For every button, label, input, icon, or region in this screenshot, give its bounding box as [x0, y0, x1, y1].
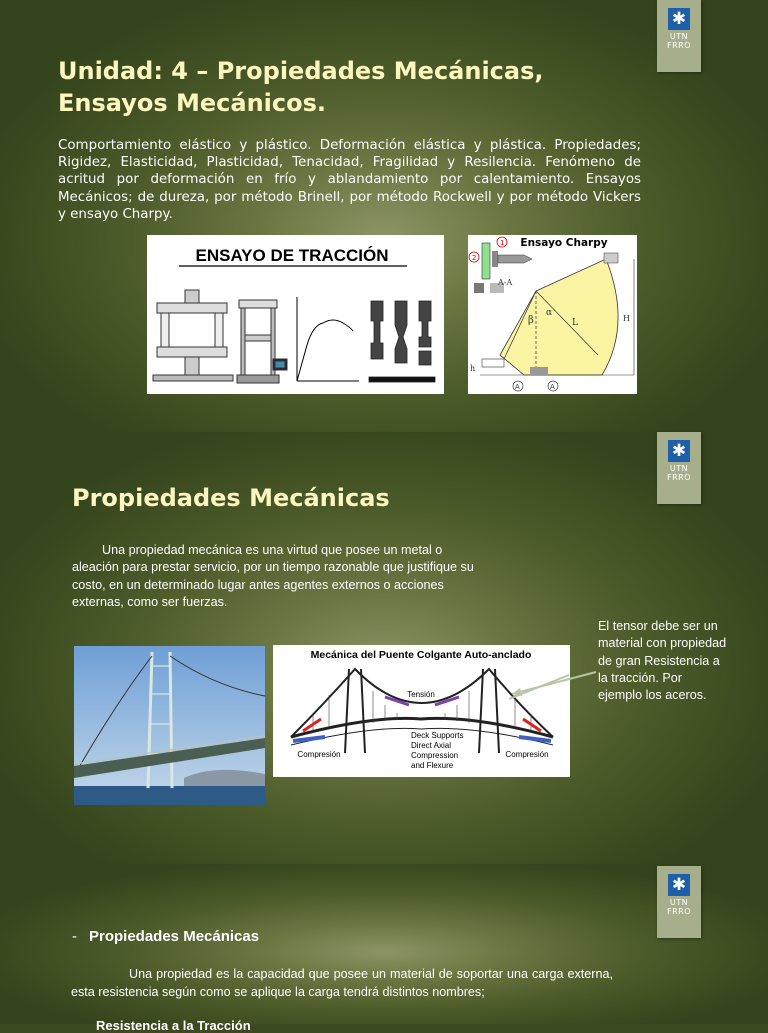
logo-text-line1: UTN [669, 32, 689, 41]
charpy-label-aa: A-A [498, 278, 513, 287]
charpy-marker-2: 2 [472, 254, 477, 262]
diagram-deck-line1: Deck Supports [411, 731, 464, 740]
charpy-marker-1: 1 [500, 239, 505, 247]
diagram-deck-line4: and Flexure [411, 761, 454, 770]
bullet-dash: - [72, 928, 77, 945]
slide-1 [0, 0, 768, 432]
slide-3 [0, 864, 768, 1033]
utn-logo [657, 866, 701, 938]
slide-2-title: Propiedades Mecánicas [72, 484, 390, 512]
slide-3-subheading: Resistencia a la Tracción [96, 1018, 251, 1033]
diagram-deck-line2: Direct Axial [411, 741, 452, 750]
charpy-label-alpha: α [546, 308, 553, 318]
slide-3-heading [72, 928, 259, 945]
diagram-label-tension: Tensión [407, 690, 435, 699]
charpy-image [468, 235, 637, 394]
utn-logo-icon: ✱ [668, 8, 690, 30]
slide-3-body: Una propiedad es la capacidad que posee un material de soportar una carga externa, esta resistencia según como se aplique la carga tendrá distintos nombres; [71, 967, 613, 999]
pointer-arrow [500, 662, 600, 702]
charpy-label-l: L [572, 318, 578, 328]
logo-text-line2: FRRO [666, 907, 691, 916]
utn-logo [657, 0, 701, 72]
slide-3-heading-text: Propiedades Mecánicas [89, 928, 260, 945]
charpy-label-h-big: H [623, 314, 630, 323]
diagram-label-compresion-left: Compresión [297, 750, 341, 759]
slide-2-side-note: El tensor debe ser un material con propiedad de gran Resistencia a la tracción. Por ejemplo los aceros. [598, 619, 727, 703]
slide-1-title: Unidad: 4 – Propiedades Mecánicas, Ensayos Mecánicos. [58, 57, 544, 117]
logo-text-line2: FRRO [666, 473, 691, 482]
charpy-label-beta: β [528, 315, 534, 326]
traccion-image-title: ENSAYO DE TRACCIÓN [195, 246, 389, 265]
logo-text-line1: UTN [669, 898, 689, 907]
utn-logo-icon: ✱ [668, 874, 690, 896]
charpy-marker-a2: A [550, 383, 555, 391]
logo-text-line1: UTN [669, 464, 689, 473]
logo-text-line2: FRRO [666, 41, 691, 50]
charpy-marker-a1: A [515, 383, 520, 391]
charpy-image-title: Ensayo Charpy [520, 237, 608, 249]
charpy-label-h-small: h [470, 364, 476, 373]
traccion-image [147, 235, 444, 394]
slide-1-body: Comportamiento elástico y plástico. Deformación elástica y plástica. Propiedades; Rigidez, Elasticidad, Plasticidad, Tenacidad, Fragilidad y Resilencia. Fenómeno de acritud por deformación en frío y ablandamiento por calentamiento. Ensayos Mecánicos; de dureza, por método Brinell, por método Rockwell y por método Vickers y ensayo Charpy. [58, 138, 641, 222]
slide-2 [0, 432, 768, 864]
diagram-label-compresion-right: Compresión [505, 750, 549, 759]
utn-logo [657, 432, 701, 504]
bridge-photo [74, 646, 265, 805]
slide-2-body: Una propiedad mecánica es una virtud que posee un metal o aleación para prestar servicio, por un tiempo razonable que justifique su costo, en un determinado lugar antes agentes externos o acciones externas, como ser fuerzas. [72, 543, 474, 609]
diagram-deck-line3: Compression [411, 751, 459, 760]
utn-logo-icon: ✱ [668, 440, 690, 462]
diagram-title: Mecánica del Puente Colgante Auto-anclado [310, 649, 532, 661]
